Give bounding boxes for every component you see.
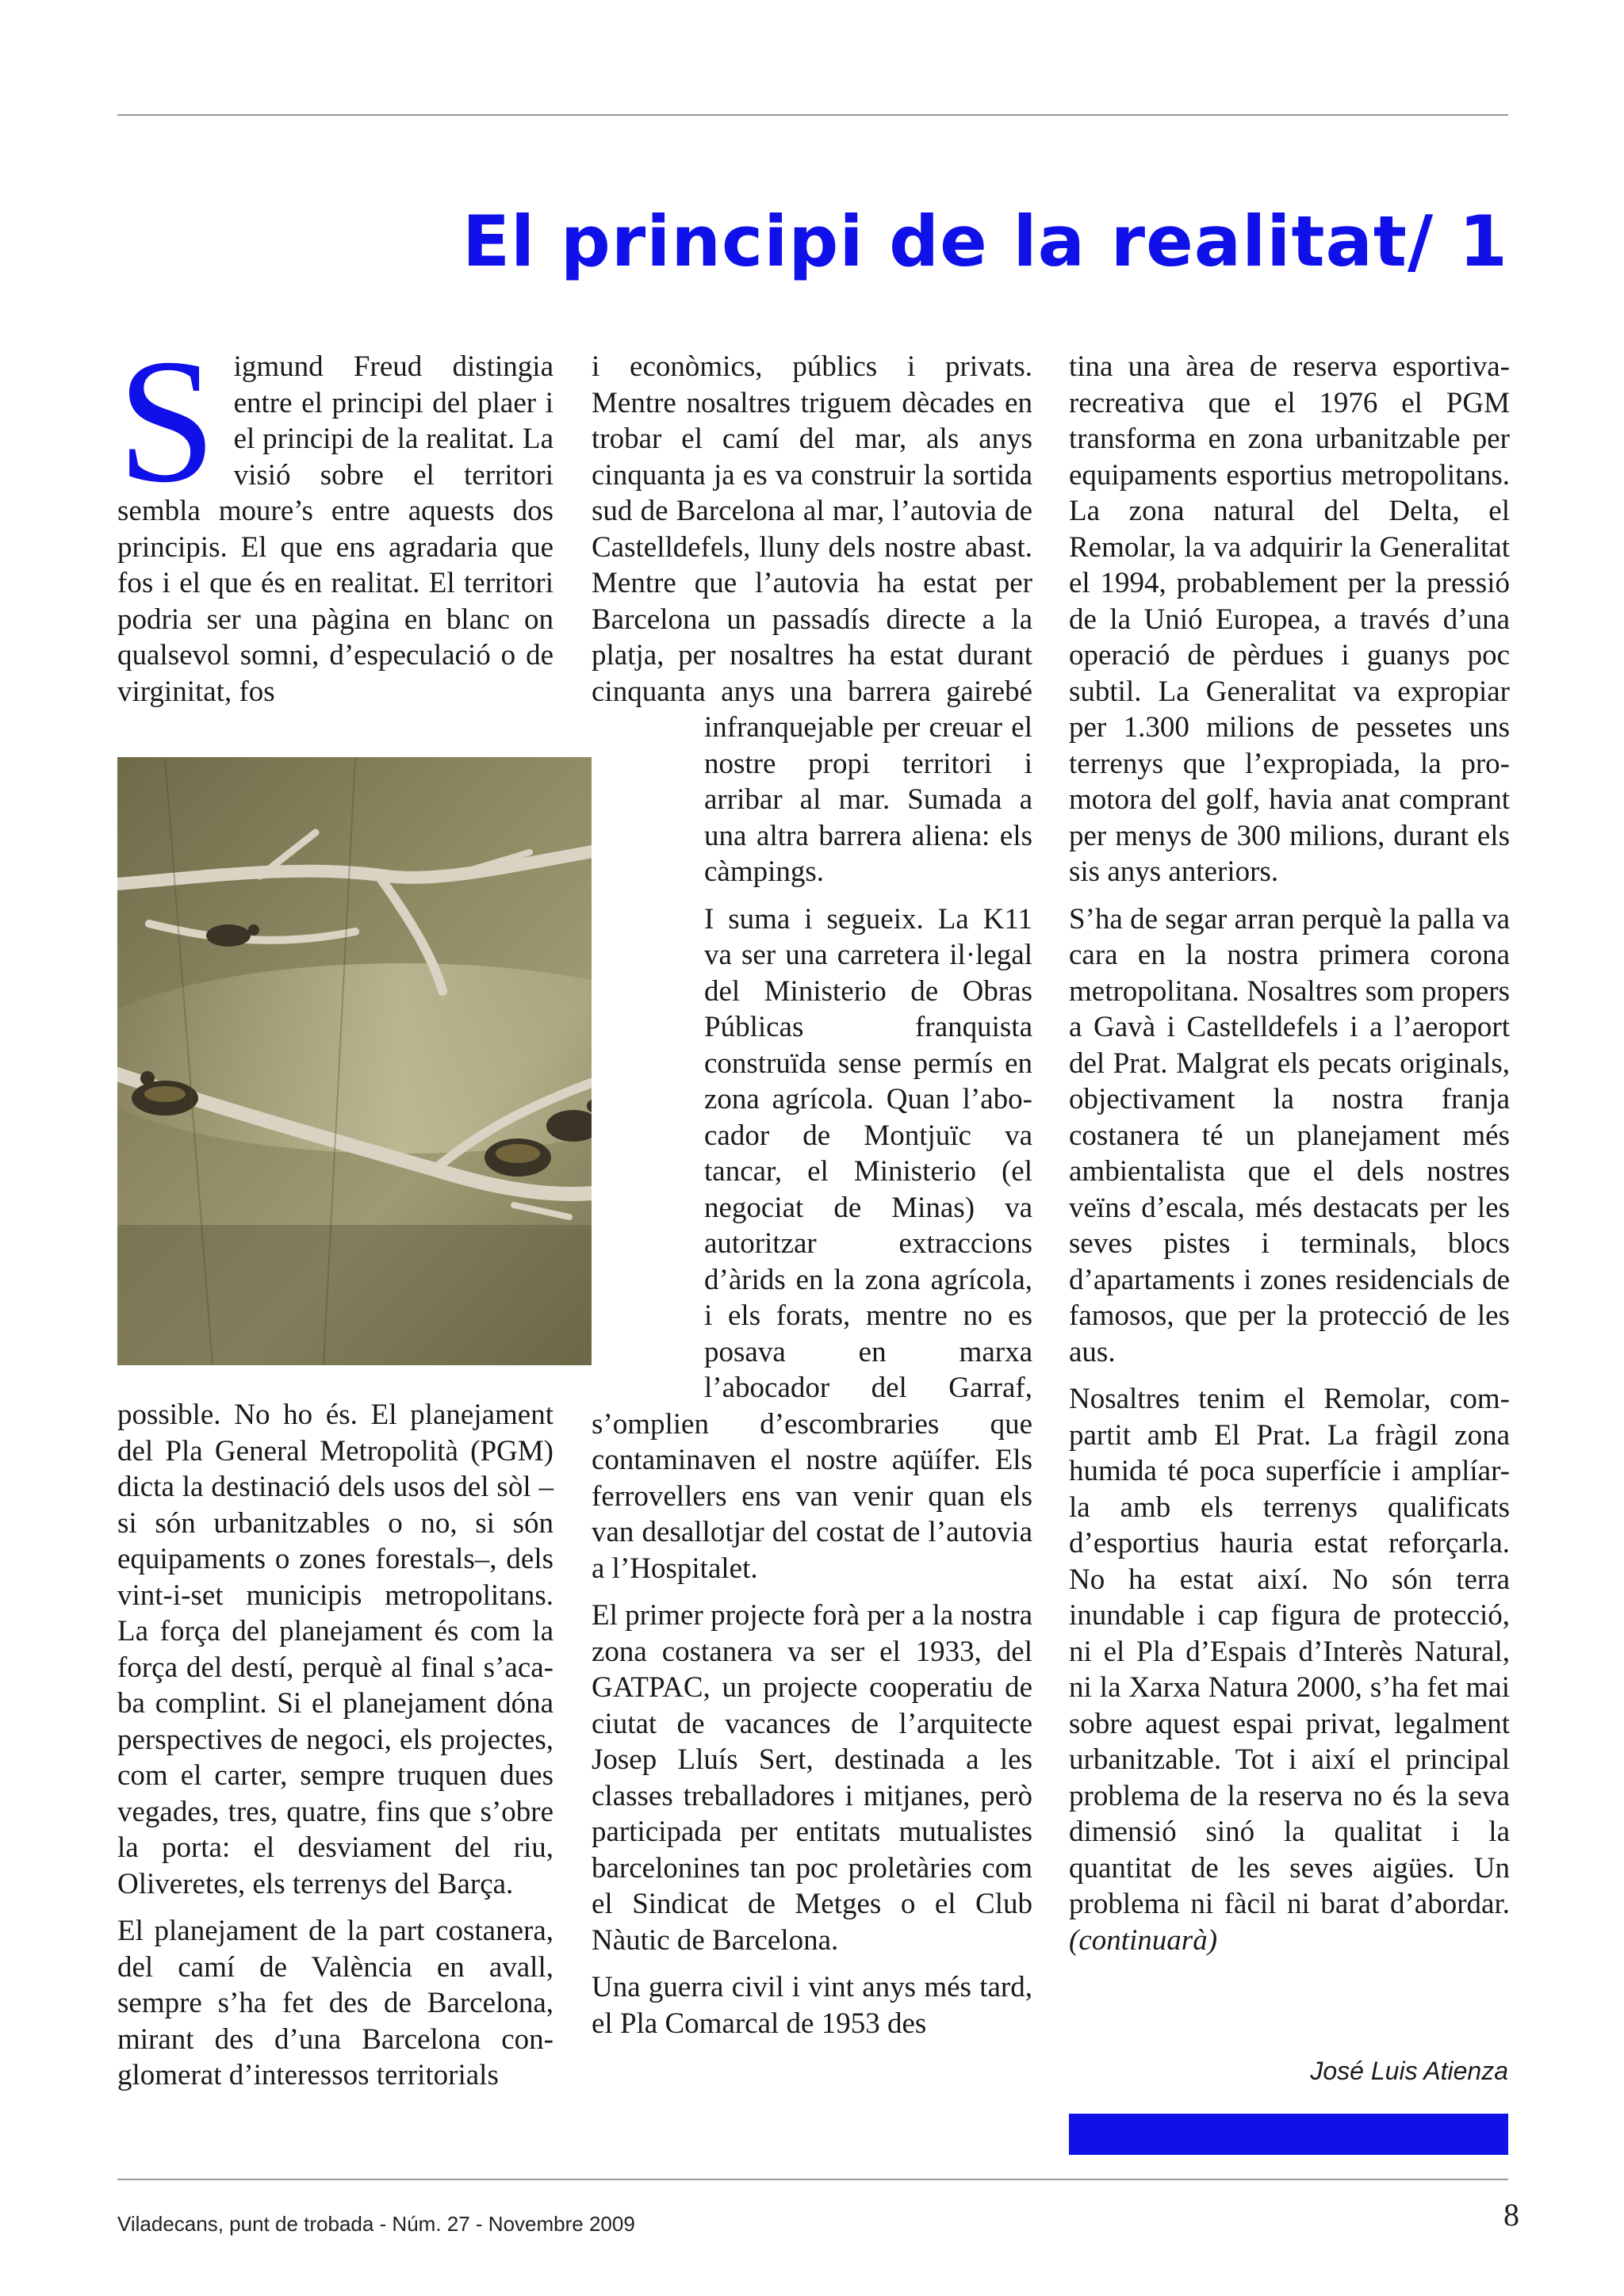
bottom-rule [117,2179,1508,2180]
col3-paragraph-1: tina una àrea de reserva esportiva-recreativa que el 1976 el PGM transforma en zona urbanitzable per equipaments esportius metropolitans. La zona natural del Delta, el Remolar, la va adquirir la Generalitat el 1994, probablement per la pressió de la Unió Europea, a través d’una operació de pèrdues i guanys poc subtil. La Generalitat va expropiar per 1.300 milions de pessetes uns terrenys que l’expropiada, la promotora del golf, havia anat comprant per menys de 300 milions, durant els sis anys anteriors. [1069,350,1510,888]
blue-end-bar [1069,2114,1508,2155]
col2-paragraph-4: Una guerra civil i vint anys més tard, el Pla Comarcal de 1953 des [592,1971,1032,2040]
page-number: 8 [1503,2197,1519,2233]
col2-paragraph-1-text: i econòmics, públics i privats. Mentre nosaltres triguem dècades en trobar el camí del mar, als anys cinquanta ja es va construir la sortida sud de Barcelona al mar, l’autovia de Castelldefels, lluny dels nostre abast. Mentre que l’autovia ha estat per Barcelona un passadís directe a la platja, per nosaltres ha estat durant cinquanta anys una barrera gairebé infranquejable per creuar el nostre propi territori i arribar al mar. Sumada a una altra barrera aliena: els càmpings. [592,350,1032,888]
col1-paragraph-1: igmund Freud distingia entre el principi del plaer i el principi de la realitat. La visió sobre el territori sembla moure’s entre aquests dos principis. El que ens agradaria que fos i el que és en realitat. El territori podria ser una pàgina en blanc on qualsevol somni, d’especulació o de virginitat, fos [117,350,553,708]
column-3 [1069,349,1510,1969]
drop-cap: S [117,323,216,519]
column-2-body [592,349,1032,2109]
continued-note: (continuarà) [1069,1923,1218,1957]
author-name: José Luis Atienza [1310,2057,1508,2085]
article-title: El principi de la realitat/ 1 [462,201,1508,282]
col3-paragraph-2: S’ha de segar arran perquè la palla va cara en la nostra primera corona metropolitana. Nosaltres som propers a Gavà i Castelldefels i a l’aeroport del Prat. Malgrat els pecats originals, objectivament la nostra franja costanera té un planejament més ambientalista que el dels nostres veïns d’escala, més destacats per les seves pistes i terminals, blocs d’apartaments i zones residencials de famosos, que per la protecció de les aus. [1069,902,1510,1368]
column-1-top [117,323,553,721]
col1-paragraph-2: possible. No ho és. El planejament del Pla General Metropolità (PGM) dicta la destinació dels usos del sòl –si són urbanitzables o no, si són equipaments o zones forestals–, dels vint-i-set municipis metropolitans. La força del planejament és com la força del destí, perquè al final s’acaba complint. Si el planejament dóna perspectives de negoci, els projectes, com el carter, sempre truquen dues vegades, tres, quatre, fins que s’obre la porta: el desviament del riu, Oliveretes, els terrenys del Barça. [117,1399,553,1900]
column-1-bottom [117,1397,553,2105]
col3-paragraph-3: Nosaltres tenim el Remolar, compartit amb El Prat. La fràgil zona humida té poca superfície i amplíar-la amb els terrenys qualificats d’esportius hauria estat reforçarla. No ha estat així. No són terra inundable i cap figura de protecció, ni el Pla d’Espais d’Interès Natural, ni la Xarxa Natura 2000, s’ha fet mai sobre aquest espai privat, legalment urbanitzable. Tot i així el principal problema de la reserva no és la seva dimensió sinó la qualitat i la quantitat de les seves aigües. Un problema ni fàcil ni barat d’abordar. [1069,1383,1510,1920]
col2-paragraph-3: El primer projecte forà per a la nostra zona costanera va ser el 1933, del GATPAC, un projecte cooperatiu de ciutat de vacances de l’arquitecte Josep Lluís Sert, destinada a les classes treballadores i mitjanes, però participada per entitats mutualistes barcelonines tan poc proletàries com el Sindicat de Metges o el Club Nàutic de Barcelona. [592,1599,1032,1957]
top-rule [117,114,1508,116]
col2-paragraph-2: I suma i segueix. La K11 va ser una carretera il·legal del Ministerio de Obras Públicas franquista construïda sense permís en zona agrícola. Quan l’abocador de Montjuïc va tancar, el Ministerio (el negociat de Minas) va autoritzar extraccions d’àrids en la zona agrícola, i els forats, mentre no es posava en marxa l’abocador del Garraf, s’omplien d’escombraries que contaminaven el nostre aqüífer. Els ferrovellers ens van venir quan els van desallotjar del costat de l’autovia a l’Hospitalet. [592,902,1032,1585]
footer-publication: Viladecans, punt de trobada - Núm. 27 - Novembre 2009 [117,2212,635,2236]
col1-paragraph-3: El planejament de la part costanera, del camí de València en avall, sempre s’ha fet des de Barcelona, mirant des d’una Barcelona conglomerat d’interessos territorials [117,1915,553,2091]
